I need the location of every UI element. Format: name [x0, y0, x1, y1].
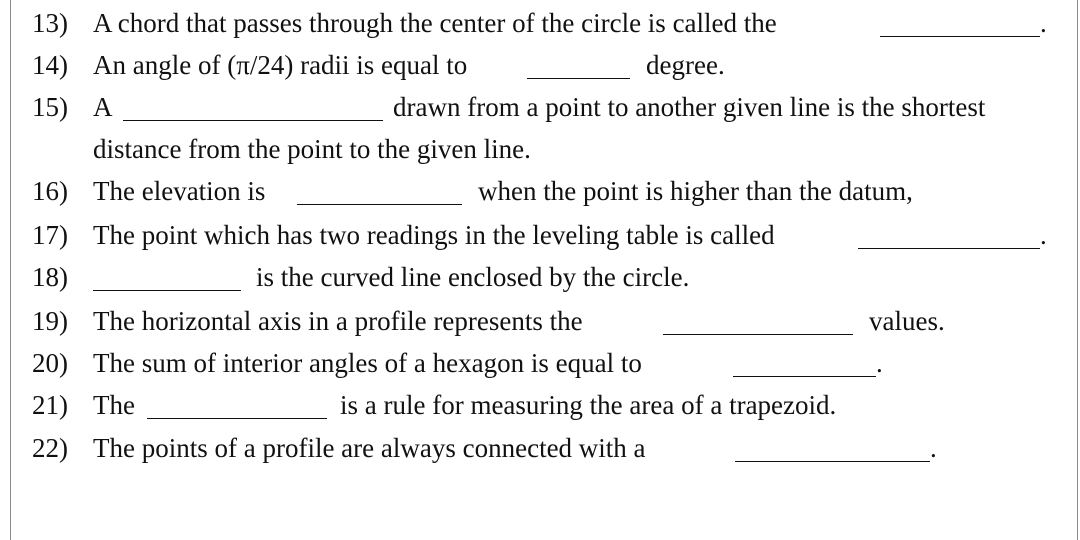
question-text-end: degree. — [646, 50, 725, 80]
question-number: 17) — [32, 220, 68, 250]
question-text-end: . — [1040, 8, 1047, 38]
answer-blank[interactable] — [663, 334, 853, 335]
question-text: The point which has two readings in the leveling table is called — [93, 220, 775, 250]
question-text: The points of a profile are always connected with a — [93, 433, 646, 463]
question-number: 18) — [32, 262, 68, 292]
question-text: The horizontal axis in a profile represents the — [93, 306, 583, 336]
question-number: 16) — [32, 176, 68, 206]
answer-blank[interactable] — [735, 461, 930, 462]
question-text: is the curved line enclosed by the circle. — [256, 262, 690, 292]
question-text-end: . — [876, 348, 883, 378]
question-number: 14) — [32, 50, 68, 80]
answer-blank[interactable] — [297, 204, 462, 205]
question-number: 20) — [32, 348, 68, 378]
answer-blank[interactable] — [93, 290, 241, 291]
question-text: A chord that passes through the center of the circle is called the — [93, 8, 777, 38]
question-text-end: drawn from a point to another given line is the shortest — [393, 92, 986, 122]
question-text-end: . — [1040, 220, 1047, 250]
answer-blank[interactable] — [858, 248, 1040, 249]
answer-blank[interactable] — [733, 376, 876, 377]
question-text: The — [93, 390, 135, 420]
question-number: 15) — [32, 92, 68, 122]
question-text: An angle of (π/24) radii is equal to — [93, 50, 468, 80]
question-text-end: is a rule for measuring the area of a trapezoid. — [340, 390, 837, 420]
question-text-end: values. — [869, 306, 945, 336]
answer-blank[interactable] — [880, 36, 1040, 37]
question-text: A — [93, 92, 113, 122]
question-text-end: when the point is higher than the datum, — [478, 176, 913, 206]
question-number: 19) — [32, 306, 68, 336]
question-text: The sum of interior angles of a hexagon is equal to — [93, 348, 642, 378]
question-number: 13) — [32, 8, 68, 38]
answer-blank[interactable] — [123, 120, 383, 121]
question-text-continued: distance from the point to the given line. — [93, 134, 531, 164]
question-text: The elevation is — [93, 176, 266, 206]
question-number: 21) — [32, 390, 68, 420]
question-text-end: . — [930, 433, 937, 463]
question-number: 22) — [32, 433, 68, 463]
answer-blank[interactable] — [527, 78, 630, 79]
answer-blank[interactable] — [147, 418, 327, 419]
